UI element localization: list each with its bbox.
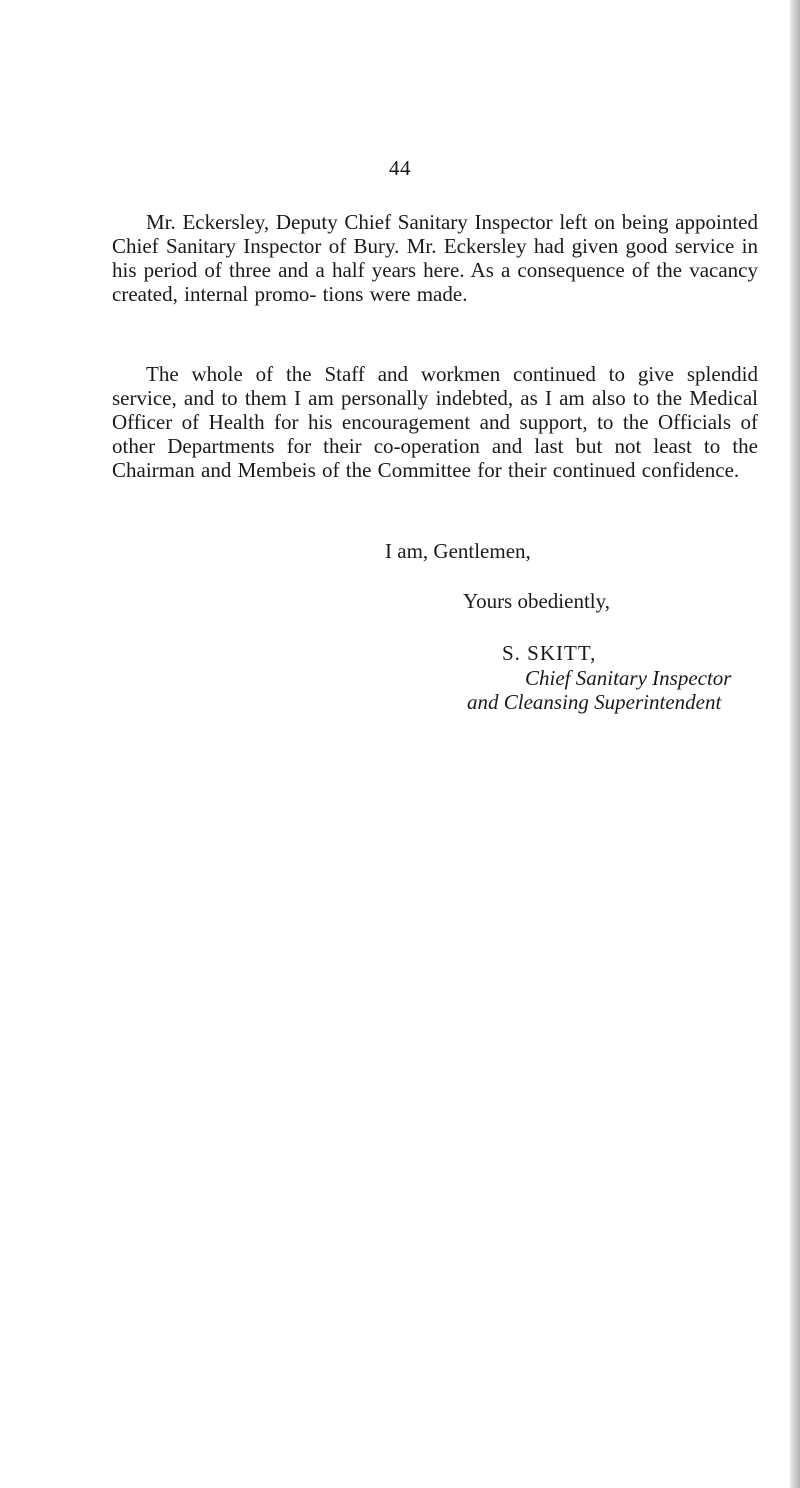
closing-greeting: I am, Gentlemen, bbox=[385, 539, 531, 563]
signatory-name: S. SKITT, bbox=[502, 641, 597, 665]
body-paragraph: Mr. Eckersley, Deputy Chief Sanitary Inspector left on being appointed Chief Sanitary Inspector of Bury. Mr. Eckersley had given good service in his period of three and a half years here. As a consequence of the vacancy created, internal promo- tions were made. bbox=[112, 210, 758, 306]
closing-valediction: Yours obediently, bbox=[463, 589, 611, 613]
body-paragraph: The whole of the Staff and workmen continued to give splendid service, and to them I am personally indebted, as I am also to the Medical Officer of Health for his encouragement and support, to the Officials of other Departments for their co-operation and last but not least to the Chairman and Membeis of the Committee for their continued confidence. bbox=[112, 362, 758, 482]
page-edge-shadow bbox=[790, 0, 800, 1488]
signatory-title-line-2: and Cleansing Superintendent bbox=[467, 690, 722, 714]
signatory-title-line-1: Chief Sanitary Inspector bbox=[525, 666, 732, 690]
page-number: 44 bbox=[389, 156, 411, 180]
